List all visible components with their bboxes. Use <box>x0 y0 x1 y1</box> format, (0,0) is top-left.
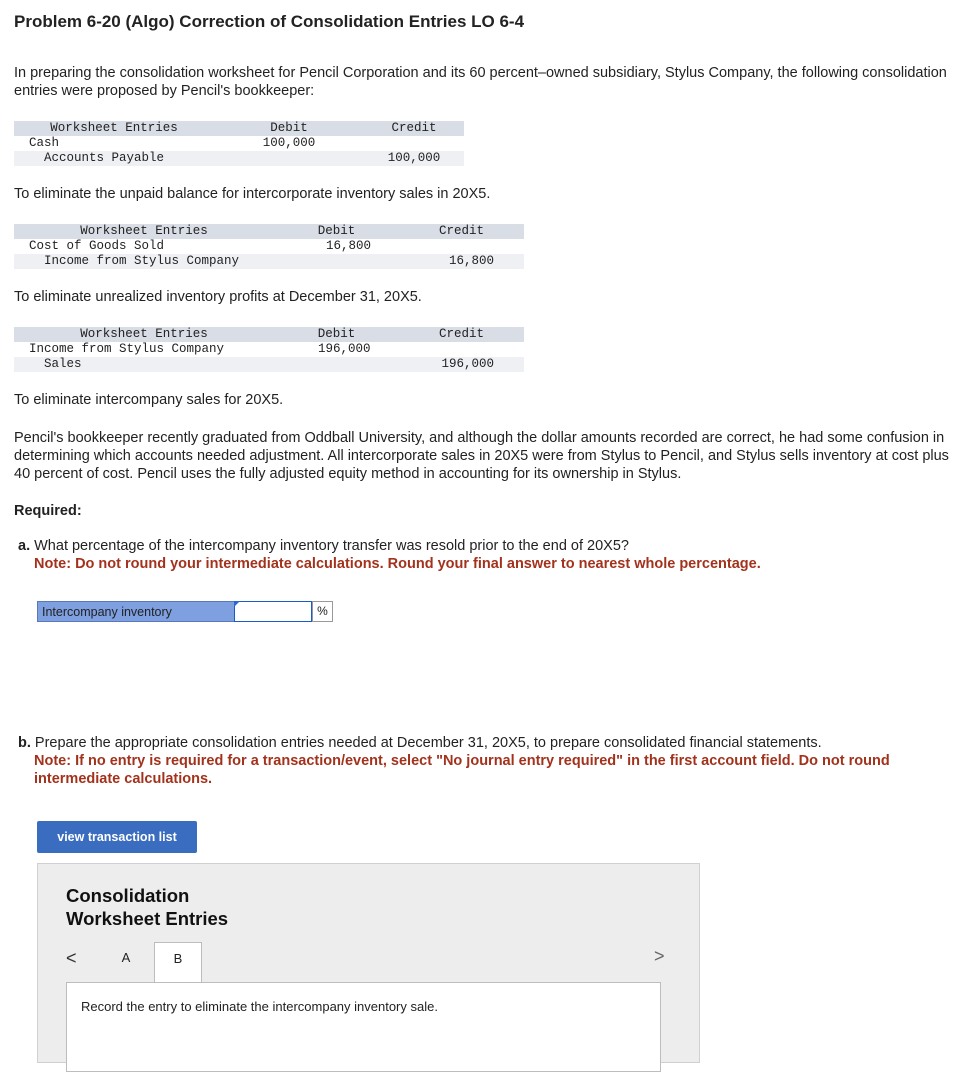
part-b-text: Prepare the appropriate consolidation entries needed at December 31, 20X5, to prepare consolidated financial statements. <box>34 735 822 751</box>
part-a-text: What percentage of the intercompany inventory transfer was resold prior to the end of 20X5? <box>34 538 629 554</box>
entry-3-account-1: Income from Stylus Company <box>29 342 225 356</box>
entry-3-caption: To eliminate intercompany sales for 20X5. <box>14 392 284 408</box>
entry-table-3 <box>14 327 524 372</box>
header-account: Worksheet Entries <box>14 224 274 239</box>
explanation-text: Pencil's bookkeeper recently graduated from Oddball University, and although the dollar amounts recorded are correct, he had some confusion in determining which accounts needed adjustment. All intercorporate sales in 20X5 were from Stylus to Pencil, and Stylus sells inventory at cost plus 40 percent of cost. Pencil uses the fully adjusted equity method in accounting for its ownership in Stylus. <box>14 430 949 482</box>
tab-b[interactable]: B <box>154 942 202 983</box>
percent-unit: % <box>312 601 333 622</box>
header-credit: Credit <box>364 121 464 136</box>
header-account: Worksheet Entries <box>14 121 214 136</box>
part-a-question <box>18 537 958 573</box>
entry-1-account-1: Cash <box>29 136 60 150</box>
required-label: Required: <box>14 503 82 519</box>
entry-2-credit-2: 16,800 <box>399 254 524 269</box>
entry-2-caption: To eliminate unrealized inventory profits at December 31, 20X5. <box>14 289 422 305</box>
entry-2-account-2: Income from Stylus Company <box>14 254 274 269</box>
tab-a[interactable]: A <box>121 950 131 965</box>
entry-2-account-1: Cost of Goods Sold <box>29 239 165 253</box>
entry-1-caption: To eliminate the unpaid balance for intercorporate inventory sales in 20X5. <box>14 186 491 202</box>
header-debit: Debit <box>214 121 364 136</box>
entry-3-credit-1 <box>399 342 524 357</box>
instruction-text: Record the entry to eliminate the intercompany inventory sale. <box>81 999 438 1014</box>
entry-2-debit-1: 16,800 <box>326 239 372 253</box>
panel-title-line-2: Worksheet Entries <box>66 908 229 929</box>
chevron-left-icon[interactable]: < <box>66 948 77 968</box>
entry-1-credit-2: 100,000 <box>364 151 464 166</box>
consolidation-panel <box>37 863 700 1063</box>
page-title: Problem 6-20 (Algo) Correction of Consolidation Entries LO 6-4 <box>14 12 525 31</box>
part-a-label: a. <box>18 538 31 554</box>
entry-3-credit-2: 196,000 <box>399 357 524 372</box>
header-credit: Credit <box>399 327 524 342</box>
entry-3-account-2: Sales <box>14 357 274 372</box>
entry-1-debit-1: 100,000 <box>262 136 316 150</box>
view-transaction-list-button[interactable]: view transaction list <box>37 821 197 853</box>
input-marker-icon <box>234 601 240 607</box>
intro-text: In preparing the consolidation worksheet for Pencil Corporation and its 60 percent–owned subsidiary, Stylus Company, the following consolidation entries were proposed by Pencil's bookkeeper: <box>14 65 947 99</box>
entry-3-debit-1: 196,000 <box>318 342 371 356</box>
entry-3-debit-2 <box>274 357 399 372</box>
part-a-note: Note: Do not round your intermediate calculations. Round your final answer to nearest whole percentage. <box>34 556 761 572</box>
entry-2-credit-1 <box>399 239 524 254</box>
entry-table-2 <box>14 224 524 269</box>
header-account: Worksheet Entries <box>14 327 274 342</box>
intercompany-inventory-label: Intercompany inventory <box>37 601 235 622</box>
part-b-question <box>18 734 958 788</box>
tab-content <box>66 982 661 1072</box>
entry-2-debit-2 <box>274 254 399 269</box>
panel-title-line-1: Consolidation <box>66 885 190 906</box>
intercompany-inventory-input[interactable] <box>234 601 312 622</box>
chevron-right-icon[interactable]: > <box>654 946 665 966</box>
entry-1-account-2: Accounts Payable <box>14 151 214 166</box>
entry-1-debit-2 <box>214 151 364 166</box>
panel-title <box>66 884 228 930</box>
header-debit: Debit <box>274 327 399 342</box>
part-b-note: Note: If no entry is required for a transaction/event, select "No journal entry required" in the first account field. Do not round intermediate calculations. <box>34 753 890 787</box>
header-credit: Credit <box>399 224 524 239</box>
header-debit: Debit <box>274 224 399 239</box>
part-b-label: b. <box>18 735 31 751</box>
entry-table-1 <box>14 121 464 166</box>
entry-1-credit-1 <box>364 136 464 151</box>
